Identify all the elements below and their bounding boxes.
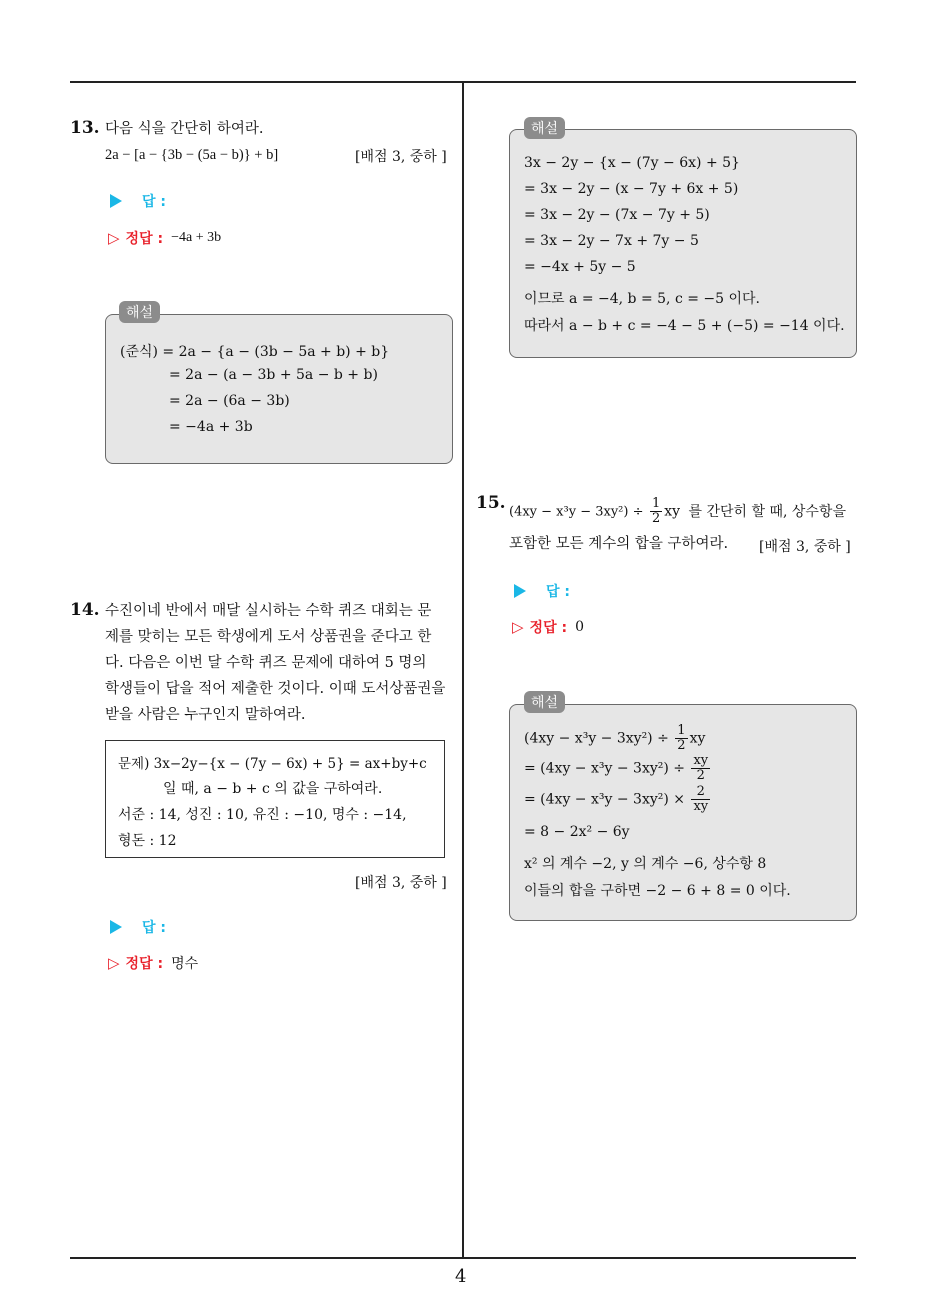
q15-correct-value: 0 [575,619,584,635]
q13-meta: [배점 3, 중하 ] [355,149,447,165]
q14-text-line-4: 학생들이 답을 적어 제출한 것이다. 이때 도서상품권을 [105,681,446,697]
q14-sol-line-5: = −4x + 5y − 5 [524,259,636,275]
q15-sol-line-5: x² 의 계수 −2, y 의 계수 −6, 상수항 8 [524,856,767,872]
q15-sol-frac-2-den: 2 [696,768,705,783]
q15-sol-frac-1-num: 1 [677,723,686,738]
q13-sol-line-2: = 2a − (a − 3b + 5a − b + b) [169,367,378,383]
q15-sol-frac-1 [675,724,687,753]
q15-expr-right: xy [664,503,681,520]
q13-answer-row [110,191,166,211]
q14-text-line-3: 다. 다음은 이번 달 수학 퀴즈 문제에 대하여 5 명의 [105,655,427,671]
q15-solution-tag: 해설 [524,691,565,713]
outline-triangle-icon: ▷ [108,229,120,247]
q14-text-line-5: 받을 사람은 누구인지 말하여라. [105,707,306,723]
q13-sol-line-1: (준식) = 2a − {a − (3b − 5a + b) + b} [120,344,390,360]
q14-sol-line-6: 이므로 a = −4, b = 5, c = −5 이다. [524,291,760,307]
q13-expression: 2a − [a − {3b − (5a − b)} + b] [105,147,279,163]
bottom-rule [70,1257,856,1259]
q15-sol-frac-3-den: xy [693,799,709,814]
q14-sol-line-7: 따라서 a − b + c = −4 − 5 + (−5) = −14 이다. [524,318,845,334]
q14-box-line-2: 일 때, a − b + c 의 값을 구하여라. [163,781,383,797]
q15-question-line-2: 포함한 모든 계수의 합을 구하여라. [509,536,729,552]
q15-line1-tail: 를 간단히 할 때, 상수항을 [688,503,846,520]
q14-sol-line-1: 3x − 2y − {x − (7y − 6x) + 5} [524,155,740,171]
q15-sol-frac-2-num: xy [693,753,709,768]
q15-sol-l2-left: = (4xy − x³y − 3xy²) ÷ [524,760,685,777]
play-icon [110,194,122,208]
q14-sol-line-4: = 3x − 2y − 7x + 7y − 5 [524,233,699,249]
answer-label: 답 : [142,194,166,210]
q15-sol-line-3 [524,785,712,814]
q15-expr-left: (4xy − x³y − 3xy²) ÷ [509,504,644,520]
q15-sol-line-6: 이들의 합을 구하면 −2 − 6 + 8 = 0 이다. [524,883,791,899]
q13-correct-row [108,228,221,248]
q15-sol-line-2 [524,754,712,783]
q15-frac-num: 1 [651,496,661,511]
q14-number: 14. [70,600,100,620]
q13-number: 13. [70,118,100,138]
q14-sol-line-2: = 3x − 2y − (x − 7y + 6x + 5) [524,181,739,197]
outline-triangle-icon: ▷ [512,618,524,636]
q14-box-line-3: 서준 : 14, 성진 : 10, 유진 : −10, 명수 : −14, [118,807,407,823]
q14-box-line-1: 문제) 3x−2y−{x − (7y − 6x) + 5} = ax+by+c [118,756,427,772]
q15-fraction [650,497,662,526]
q15-correct-row [512,617,584,637]
answer-label: 답 : [546,584,570,600]
q15-frac-den: 2 [651,511,661,526]
q15-number: 15. [476,493,506,513]
q14-text-line-2: 제를 맞히는 모든 학생에게 도서 상품권을 준다고 한 [105,629,432,645]
q14-answer-row [110,917,166,937]
q15-sol-l1-right: xy [689,730,706,747]
q15-sol-frac-3-num: 2 [691,785,710,800]
q15-sol-frac-3 [691,785,710,814]
q15-sol-frac-1-den: 2 [677,738,686,753]
q15-question-line-1 [509,497,846,526]
q15-sol-line-4: = 8 − 2x² − 6y [524,824,630,840]
q15-answer-row [514,581,570,601]
correct-label: 정답 : [529,620,568,636]
outline-triangle-icon: ▷ [108,954,120,972]
q15-meta: [배점 3, 중하 ] [759,539,851,555]
q15-sol-l1-left: (4xy − x³y − 3xy²) ÷ [524,730,669,747]
answer-label: 답 : [142,920,166,936]
q15-sol-l3-left: = (4xy − x³y − 3xy²) × [524,791,685,808]
q14-correct-value: 명수 [171,956,199,972]
q14-meta: [배점 3, 중하 ] [355,875,447,891]
q14-correct-row [108,953,198,973]
column-divider [462,82,464,1258]
q14-solution-tag: 해설 [524,117,565,139]
q13-solution-tag: 해설 [119,301,160,323]
q15-sol-frac-2 [691,754,710,783]
q13-solution-box [105,314,453,464]
page-number: 4 [455,1266,467,1287]
correct-label: 정답 : [125,231,164,247]
q14-box-line-4: 형돈 : 12 [118,833,177,849]
correct-label: 정답 : [125,956,164,972]
q13-prompt: 다음 식을 간단히 하여라. [105,121,264,137]
q14-text-line-1: 수진이네 반에서 매달 실시하는 수학 퀴즈 대회는 문 [105,603,432,619]
play-icon [110,920,122,934]
q15-sol-line-1 [524,724,705,753]
q13-sol-line-3: = 2a − (6a − 3b) [169,393,290,409]
q14-sol-line-3: = 3x − 2y − (7x − 7y + 5) [524,207,710,223]
q13-sol-line-4: = −4a + 3b [169,419,253,435]
play-icon [514,584,526,598]
q13-correct-value: −4a + 3b [171,230,222,245]
